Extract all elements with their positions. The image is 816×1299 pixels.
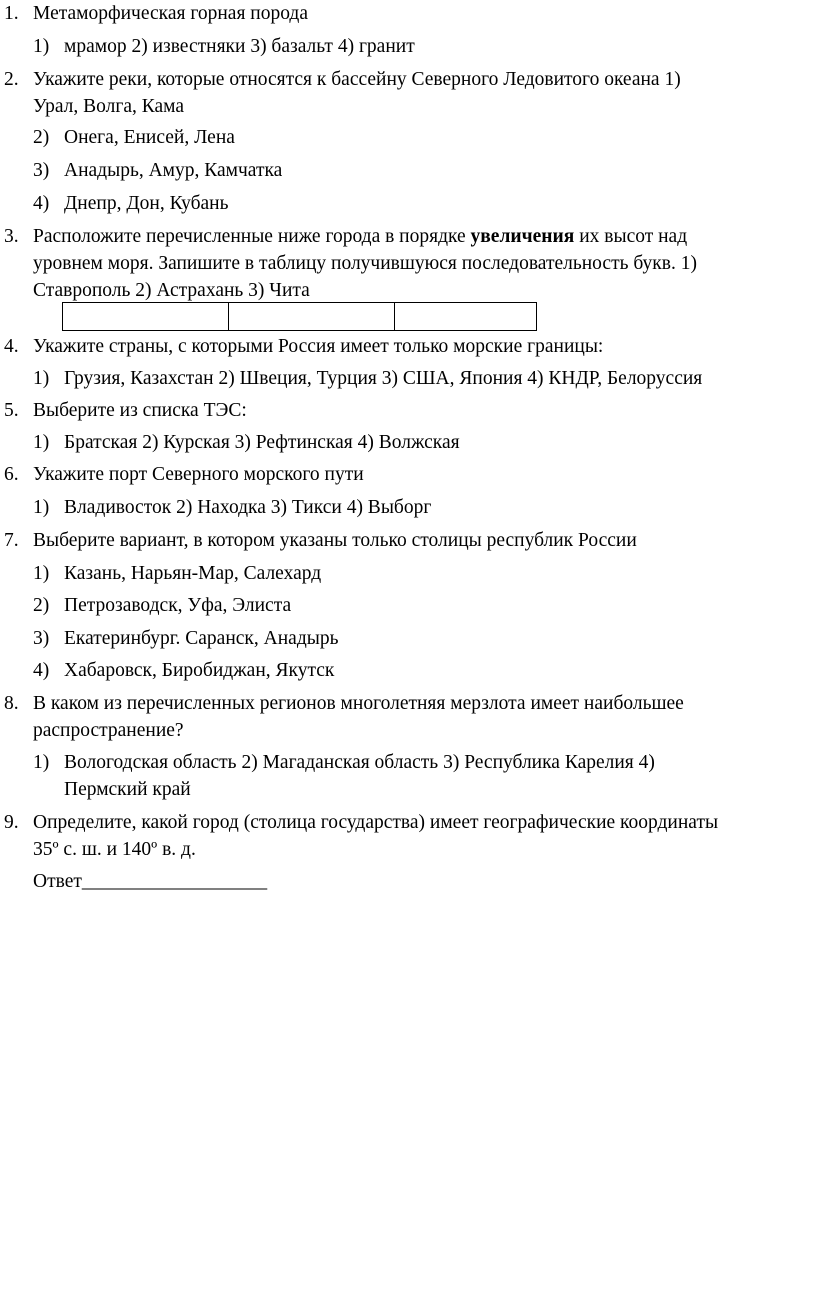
question-text: В каком из перечисленных регионов многолетняя мерзлота имеет наибольшее xyxy=(33,693,684,714)
question-text-continuation: Ставрополь 2) Астрахань 3) Чита xyxy=(33,280,310,301)
answer-cell[interactable] xyxy=(229,303,395,331)
question-text: Метаморфическая горная порода xyxy=(33,3,308,24)
question-number: 8. xyxy=(4,693,19,714)
option-text: Хабаровск, Биробиджан, Якутск xyxy=(64,660,335,681)
question-text: Определите, какой город (столица государства) имеет географические координаты xyxy=(33,812,719,833)
question-text: Выберите вариант, в котором указаны только столицы республик России xyxy=(33,530,637,551)
option-number: 4) xyxy=(33,193,50,214)
question-text: Укажите порт Северного морского пути xyxy=(33,464,364,485)
option-text: Петрозаводск, Уфа, Элиста xyxy=(64,595,292,616)
option-text: Казань, Нарьян-Мар, Салехард xyxy=(64,563,322,584)
option-number: 1) xyxy=(33,36,50,57)
question-text: Укажите реки, которые относятся к бассейну Северного Ледовитого океана 1) xyxy=(33,69,681,90)
answer-cell[interactable] xyxy=(63,303,229,331)
option-text: Онега, Енисей, Лена xyxy=(64,127,235,148)
option-number: 3) xyxy=(33,628,50,649)
question-text-continuation: 35º с. ш. и 140º в. д. xyxy=(33,839,196,860)
question-number: 5. xyxy=(4,400,19,421)
option-text-continuation: Пермский край xyxy=(64,779,191,800)
question-number: 3. xyxy=(4,226,19,247)
question-number: 9. xyxy=(4,812,19,833)
option-text: Анадырь, Амур, Камчатка xyxy=(64,160,283,181)
option-number: 4) xyxy=(33,660,50,681)
option-text: Братская 2) Курская 3) Рефтинская 4) Волжская xyxy=(64,432,460,453)
answer-table xyxy=(62,302,537,331)
question-number: 7. xyxy=(4,530,19,551)
option-text: Вологодская область 2) Магаданская область 3) Республика Карелия 4) xyxy=(64,752,655,773)
answer-cell[interactable] xyxy=(395,303,537,331)
question-text: Выберите из списка ТЭС: xyxy=(33,400,247,421)
option-number: 3) xyxy=(33,160,50,181)
option-text: Владивосток 2) Находка 3) Тикси 4) Выборг xyxy=(64,497,432,518)
question-text-continuation: уровнем моря. Запишите в таблицу получившуюся последовательность букв. 1) xyxy=(33,253,697,274)
question-text: Укажите страны, с которыми Россия имеет только морские границы: xyxy=(33,336,604,357)
option-number: 1) xyxy=(33,432,50,453)
option-number: 2) xyxy=(33,595,50,616)
option-number: 1) xyxy=(33,368,50,389)
question-number: 2. xyxy=(4,69,19,90)
option-text: Грузия, Казахстан 2) Швеция, Турция 3) США, Япония 4) КНДР, Белоруссия xyxy=(64,368,703,389)
option-text: Екатеринбург. Саранск, Анадырь xyxy=(64,628,339,649)
question-text-continuation: Урал, Волга, Кама xyxy=(33,96,185,117)
question-number: 1. xyxy=(4,3,19,24)
option-number: 1) xyxy=(33,563,50,584)
question-text-continuation: распространение? xyxy=(33,720,184,741)
emphasis-word: увеличения xyxy=(470,226,575,247)
option-number: 1) xyxy=(33,752,50,773)
question-number: 6. xyxy=(4,464,19,485)
option-text: Днепр, Дон, Кубань xyxy=(64,193,229,214)
option-number: 2) xyxy=(33,127,50,148)
option-text: мрамор 2) известняки 3) базальт 4) гранит xyxy=(64,36,415,57)
answer-line[interactable]: Ответ___________________ xyxy=(33,871,268,892)
question-text: Расположите перечисленные ниже города в порядке увеличения их высот над xyxy=(33,226,688,247)
question-number: 4. xyxy=(4,336,19,357)
option-number: 1) xyxy=(33,497,50,518)
